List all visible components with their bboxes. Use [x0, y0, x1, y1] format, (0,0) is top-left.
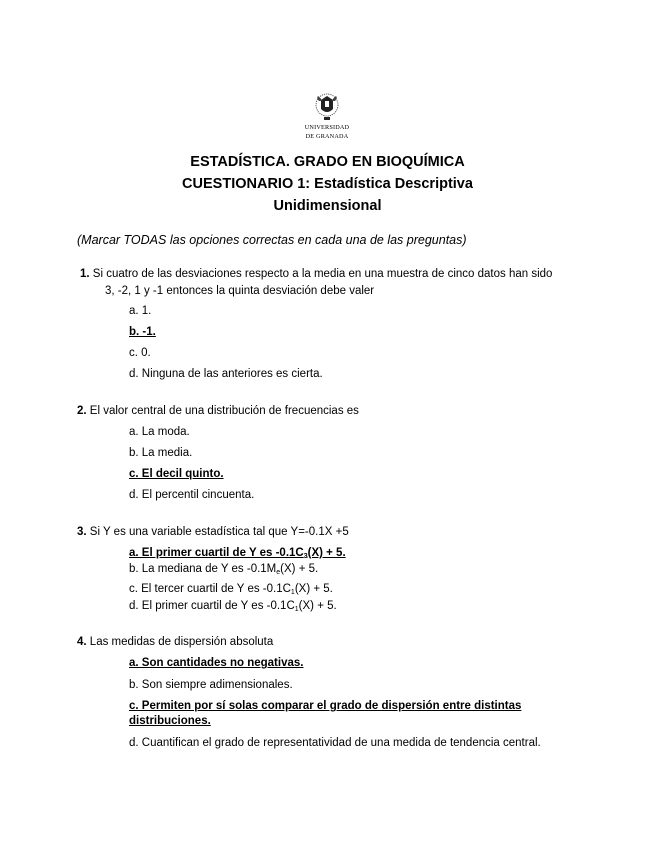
question-number: 1.: [80, 268, 90, 280]
question-3: [77, 524, 349, 540]
question-4-option-c: c. Permiten por sí solas comparar el grado de dispersión entre distintas: [129, 700, 522, 712]
question-3-option-a: a. El primer cuartil de Y es $-0.1C_3(X) + 5$.: [129, 547, 346, 560]
question-4-option-b: b. Son siempre adimensionales.: [129, 679, 293, 691]
question-2-option-c: c. El decil quinto.: [129, 468, 224, 480]
question-1-option-a: a. 1.: [129, 305, 152, 317]
question-1-option-d: d. Ninguna de las anteriores es cierta.: [129, 368, 323, 380]
university-name-line2: DE GRANADA: [305, 133, 349, 140]
university-logo: [299, 92, 355, 140]
page-title: [0, 151, 655, 217]
question-3-option-c: c. El tercer cuartil de Y es $-0.1C_1(X) + 5$.: [129, 583, 333, 596]
question-2-option-b: b. La media.: [129, 447, 193, 459]
question-2-option-d: d. El percentil cincuenta.: [129, 489, 255, 501]
question-text: Las medidas de dispersión absoluta: [89, 636, 274, 648]
question-1-option-c: c. 0.: [129, 347, 151, 359]
instructions: (Marcar TODAS las opciones correctas en cada una de las preguntas): [77, 233, 467, 247]
question-text: Si cuatro de las desviaciones respecto a la media en una muestra de cinco datos han sido: [92, 268, 553, 280]
question-2-option-a: a. La moda.: [129, 426, 190, 438]
university-name-line1: UNIVERSIDAD: [304, 124, 350, 131]
question-text: Si Y es una variable estadística tal que Y=-0.1X +5: [89, 526, 349, 538]
title-line-1: ESTADÍSTICA. GRADO EN BIOQUÍMICA: [190, 154, 465, 170]
question-3-option-d: d. El primer cuartil de Y es $-0.1C_1(X) + 5$.: [129, 600, 337, 613]
question-4-option-d: d. Cuantifican el grado de representatividad de una medida de tendencia central.: [129, 737, 541, 749]
question-number: 2.: [77, 405, 87, 417]
question-1: [80, 266, 552, 282]
question-3-option-b: b. La mediana de Y es $-0.1M_e(X) + 5$.: [129, 563, 319, 576]
university-crest-icon: [314, 92, 340, 122]
question-4-option-c-continued: distribuciones.: [129, 715, 211, 727]
question-number: 4.: [77, 636, 87, 648]
question-number: 3.: [77, 526, 87, 538]
question-4-option-a: a. Son cantidades no negativas.: [129, 657, 304, 669]
title-line-2: CUESTIONARIO 1: Estadística Descriptiva: [182, 176, 473, 192]
title-line-3: Unidimensional: [273, 198, 382, 214]
question-4: [77, 634, 273, 650]
question-1-option-b: b. -1.: [129, 326, 156, 338]
question-2: [77, 403, 359, 419]
question-text: El valor central de una distribución de frecuencias es: [89, 405, 359, 417]
question-1-continued: 3, -2, 1 y -1 entonces la quinta desviación debe valer: [105, 285, 375, 297]
